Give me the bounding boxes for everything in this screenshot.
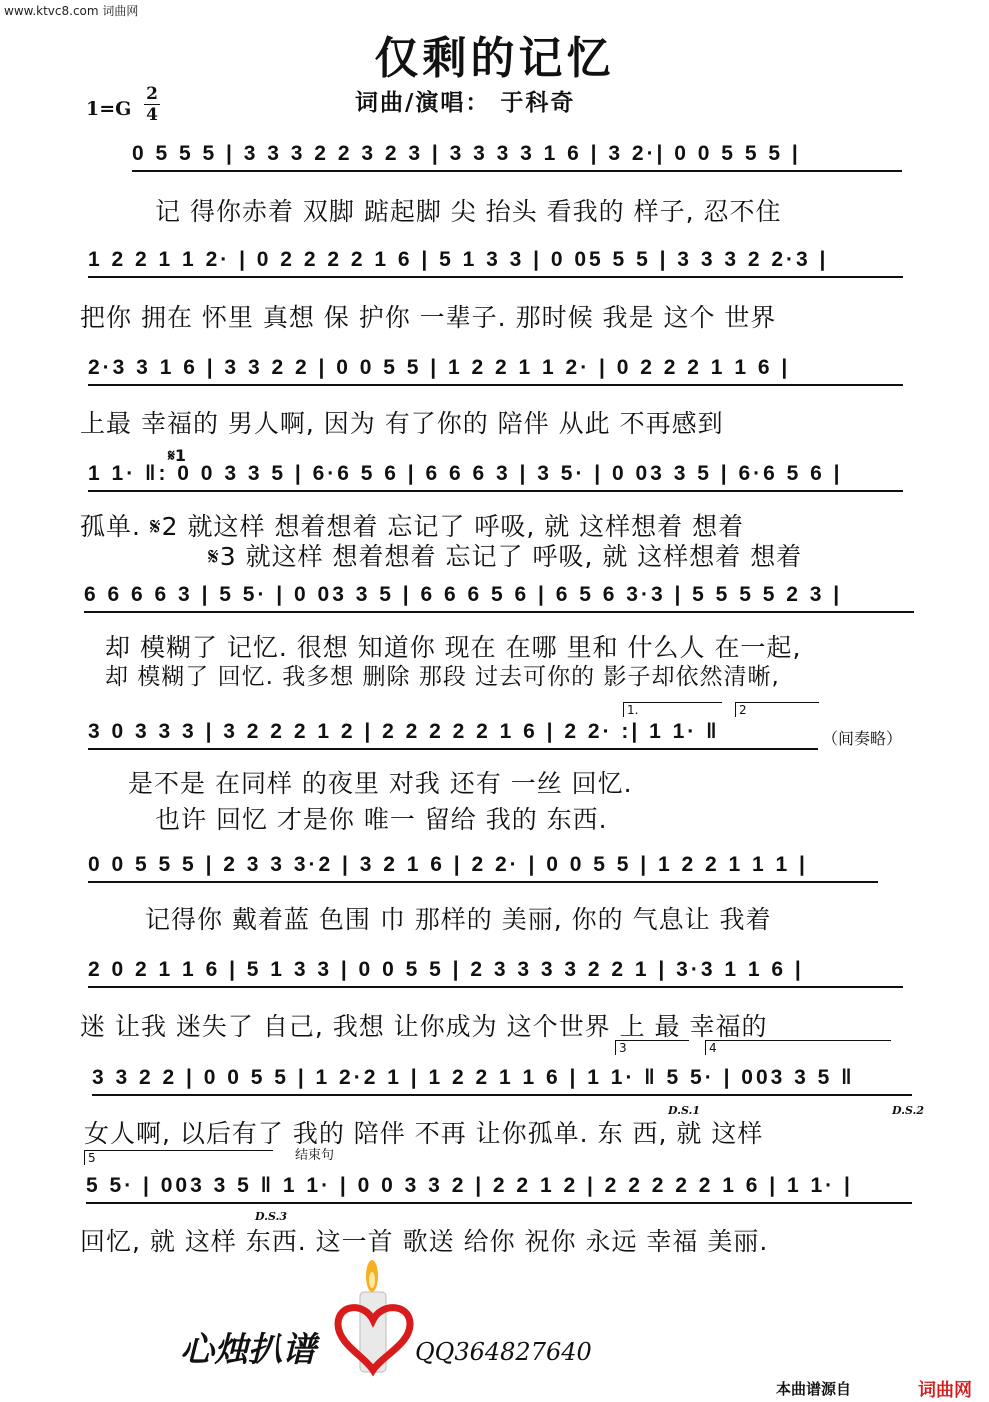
site-logo: 词曲网 — [918, 1380, 972, 1401]
song-credit: 词曲/演唱： 于科奇 — [355, 90, 576, 116]
lyrics-row-4-verse-1: 孤单. 𝄋2 就这样 想着想着 忘记了 呼吸, 就 这样想着 想着 — [80, 512, 745, 541]
qq-contact: QQ364827640 — [415, 1338, 592, 1366]
lyrics-row-4-verse-2: 𝄋3 就这样 想着想着 忘记了 呼吸, 就 这样想着 想着 — [208, 542, 803, 571]
ds1-mark: D.S.1 — [668, 1104, 701, 1117]
interlude-note: （间奏略） — [822, 729, 903, 748]
volta-5: 5 — [84, 1150, 273, 1165]
ds2-mark: D.S.2 — [892, 1104, 925, 1117]
notation-row-2: 1 2 2 1 1 2· | 0 2 2 2 2 1 6 | 5 1 3 3 | 0 05 5 5 | 3 3 3 2 2·3 | — [88, 248, 903, 278]
lyrics-row-10: 回忆, 就 这样 东西. 这一首 歌送 给你 祝你 永远 幸福 美丽. — [80, 1227, 769, 1256]
volta-1: 1. — [623, 702, 722, 717]
notation-row-1: 0 5 5 5 | 3 3 3 2 2 3 2 3 | 3 3 3 3 1 6 | 3 2·| 0 0 5 5 5 | — [132, 142, 902, 172]
lyrics-row-6-verse-2: 也许 回忆 才是你 唯一 留给 我的 东西. — [155, 805, 608, 834]
notation-row-5: 6 6 6 6 3 | 5 5· | 0 03 3 5 | 6 6 6 5 6 | 6 5 6 3·3 | 5 5 5 5 2 3 | — [84, 583, 914, 613]
notation-row-3: 2·3 3 1 6 | 3 3 2 2 | 0 0 5 5 | 1 2 2 1 1 2· | 0 2 2 2 1 1 6 | — [88, 356, 903, 386]
lyrics-row-5-verse-1: 却 模糊了 记忆. 很想 知道你 现在 在哪 里和 什么人 在一起, — [105, 633, 802, 662]
volta-4: 4 — [705, 1040, 891, 1055]
notation-row-9: 3 3 2 2 | 0 0 5 5 | 1 2·2 1 | 1 2 2 1 1 6 | 1 1· ‖ 5 5· | 003 3 5 ‖ — [92, 1066, 912, 1096]
source-label: 本曲谱源自 — [776, 1380, 852, 1398]
notation-row-8: 2 0 2 1 1 6 | 5 1 3 3 | 0 0 5 5 | 2 3 3 3 3 2 2 1 | 3·3 1 1 6 | — [88, 958, 903, 988]
lyrics-row-3: 上最 幸福的 男人啊, 因为 有了你的 陪伴 从此 不再感到 — [80, 409, 724, 438]
time-signature-top: 2 — [146, 84, 158, 104]
lyrics-row-1: 记 得你赤着 双脚 踮起脚 尖 抬头 看我的 样子, 忍不住 — [155, 197, 782, 226]
lyrics-row-8: 迷 让我 迷失了 自己, 我想 让你成为 这个世界 上 最 幸福的 — [80, 1012, 768, 1041]
ending-label: 结束句 — [295, 1148, 335, 1163]
candle-logo-icon — [330, 1258, 420, 1378]
notation-row-6: 3 0 3 3 3 | 3 2 2 2 1 2 | 2 2 2 2 2 1 6 | 2 2· :| 1 1· ‖ — [88, 720, 818, 750]
ds3-mark: D.S.3 — [255, 1210, 288, 1223]
lyrics-row-7: 记得你 戴着蓝 色围 巾 那样的 美丽, 你的 气息让 我着 — [145, 905, 772, 934]
lyrics-row-9: 女人啊, 以后有了 我的 陪伴 不再 让你孤单. 东 西, 就 这样 — [84, 1119, 764, 1148]
volta-3: 3 — [615, 1040, 689, 1055]
song-title: 仅剩的记忆 — [374, 33, 615, 84]
time-signature — [144, 84, 160, 125]
volta-2: 2 — [735, 702, 819, 717]
lyrics-row-6-verse-1: 是不是 在同样 的夜里 对我 还有 一丝 回忆. — [128, 769, 633, 798]
key-signature: 1=G — [86, 98, 132, 120]
notation-row-10: 5 5· | 003 3 5 ‖ 1 1· | 0 0 3 3 2 | 2 2 1 2 | 2 2 2 2 2 1 6 | 1 1· | — [86, 1174, 912, 1204]
notation-row-4: 1 1· ‖: 0 0 3 3 5 | 6·6 5 6 | 6 6 6 3 | 3 5· | 0 03 3 5 | 6·6 5 6 | — [88, 462, 903, 492]
time-signature-bottom: 4 — [144, 104, 160, 125]
notation-row-7: 0 0 5 5 5 | 2 3 3 3·2 | 3 2 1 6 | 2 2· | 0 0 5 5 | 1 2 2 1 1 1 | — [88, 853, 878, 883]
segno-1-mark: 𝄋1 — [168, 446, 187, 465]
site-watermark: www.ktvc8.com 词曲网 — [4, 4, 139, 18]
brand-signature: 心烛扒谱 — [180, 1330, 316, 1370]
lyrics-row-2: 把你 拥在 怀里 真想 保 护你 一辈子. 那时候 我是 这个 世界 — [80, 303, 777, 332]
lyrics-row-5-verse-2: 却 模糊了 回忆. 我多想 删除 那段 过去可你的 影子却依然清晰, — [105, 664, 780, 690]
